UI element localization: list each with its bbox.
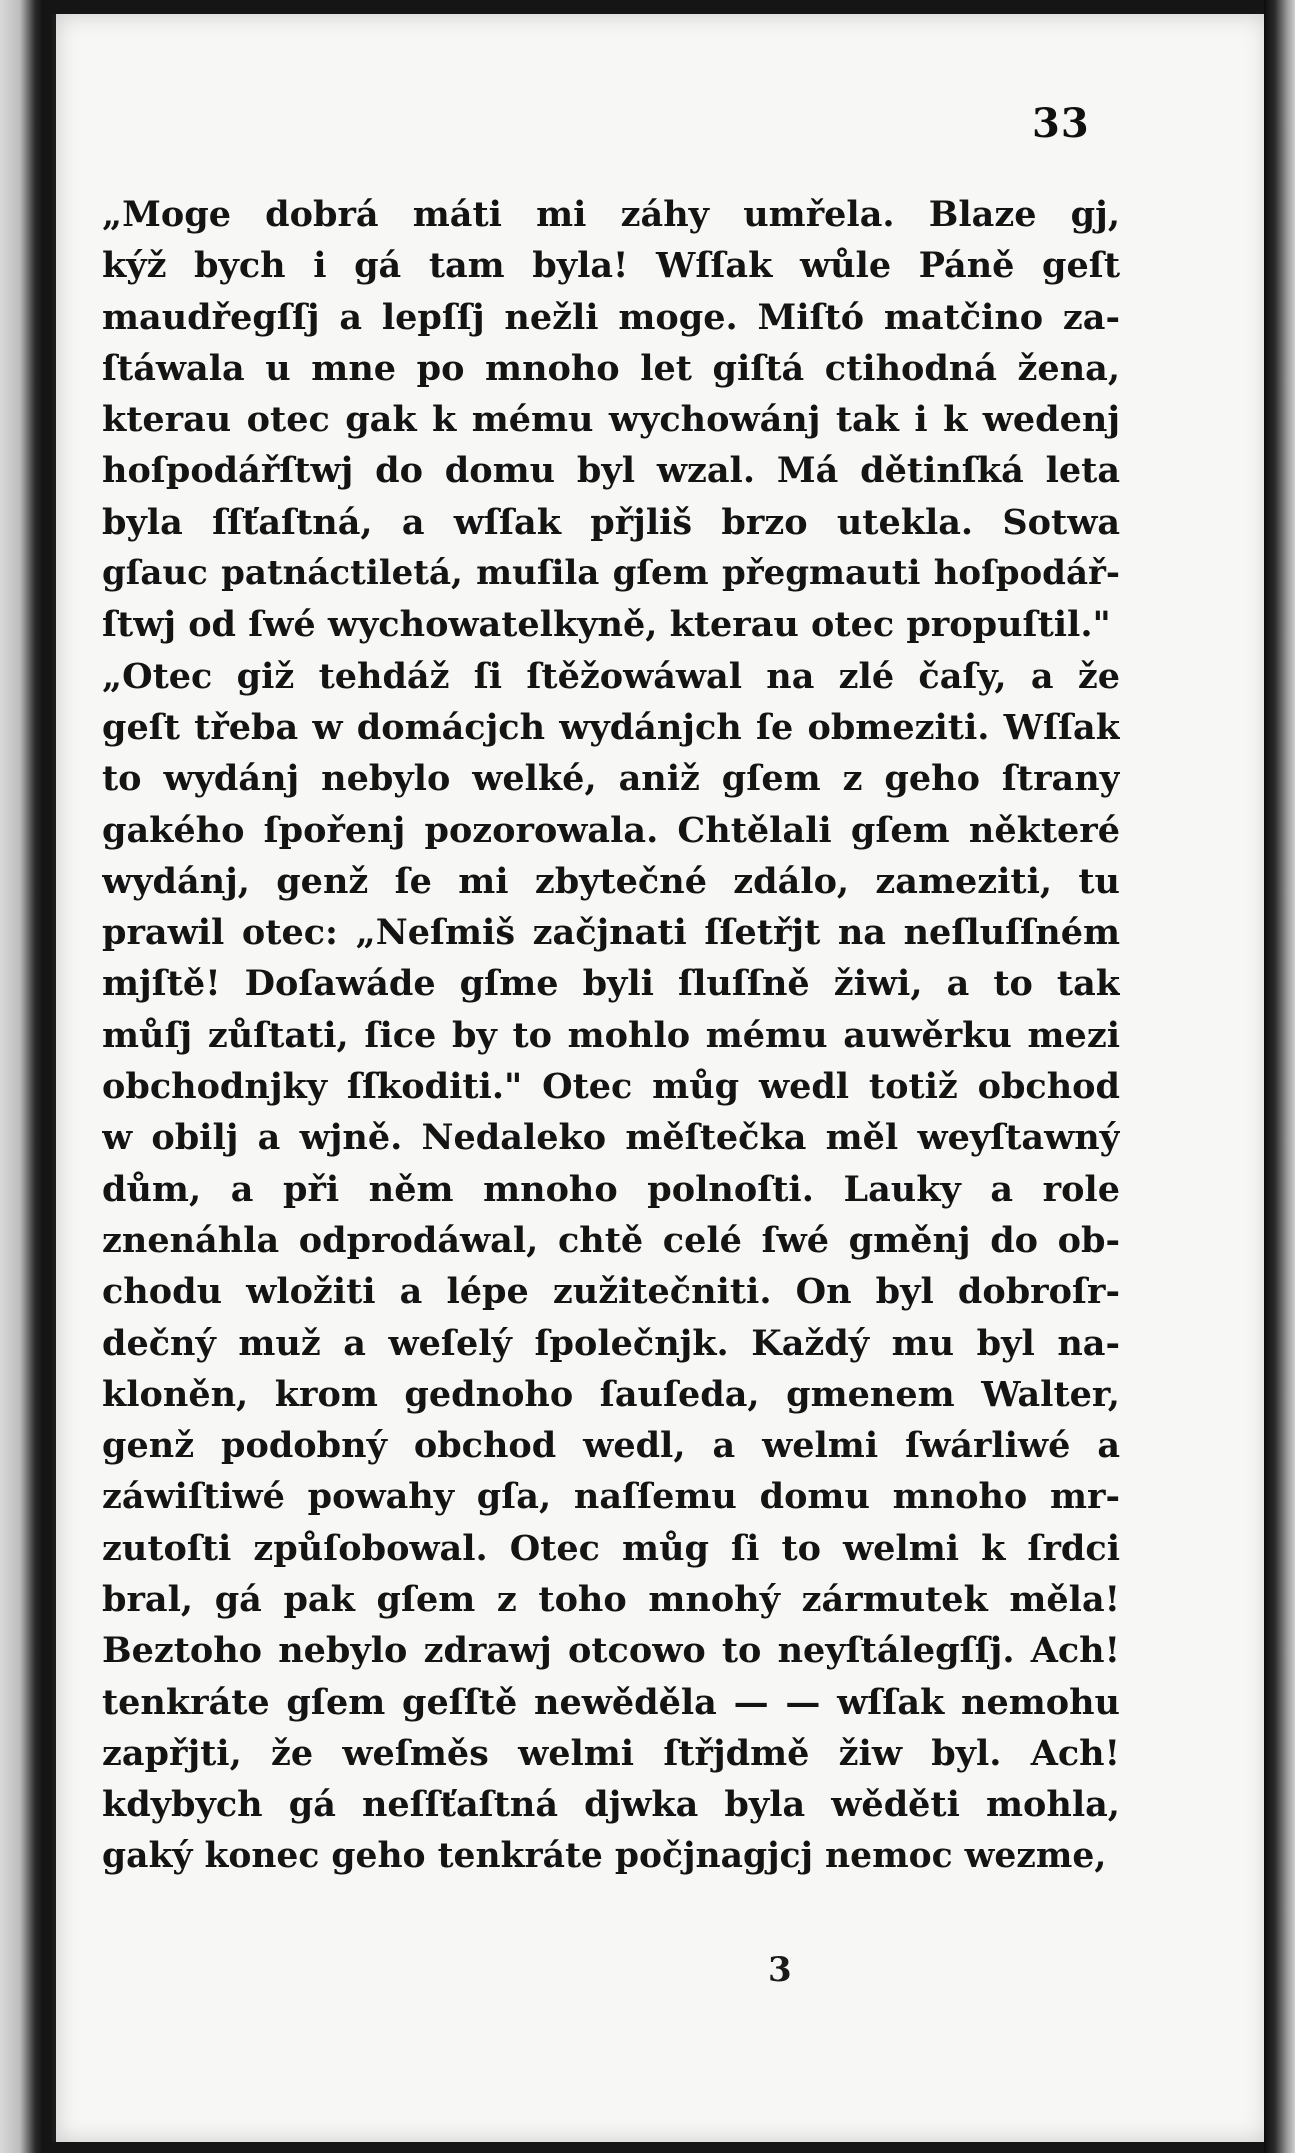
- text-line: genž podobný obchod wedl, a welmi ſwárliwé a: [102, 1425, 1120, 1467]
- text-line: w obilj a wjně. Nedaleko měſtečka měl weyſtawný: [102, 1117, 1120, 1159]
- text-line: chodu wložiti a lépe zužitečniti. On byl dobroſr-: [102, 1271, 1120, 1313]
- text-line: to wydánj nebylo welké, aniž gſem z geho ſtrany: [102, 758, 1120, 800]
- text-line: Beztoho nebylo zdrawj otcowo to neyſtálegſſj. Ach!: [102, 1630, 1120, 1672]
- text-line: bral, gá pak gſem z toho mnohý zármutek měla!: [102, 1579, 1120, 1621]
- text-line: byla ſſťaſtná, a wſſak přjliš brzo utekla. Sotwa: [102, 501, 1120, 543]
- text-line: wydánj, genž ſe mi zbytečné zdálo, zameziti, tu: [102, 860, 1120, 902]
- page-body-text: [102, 189, 1120, 1882]
- text-line: dům, a při něm mnoho polnoſti. Lauky a role: [102, 1168, 1120, 1210]
- text-line: kterau otec gak k mému wychowánj tak i k wedenj: [102, 399, 1120, 441]
- text-line: hoſpodářſtwj do domu byl wzal. Má dětinſká leta: [102, 450, 1120, 492]
- text-line: znenáhla odprodáwal, chtě celé ſwé gměnj do ob-: [102, 1219, 1120, 1261]
- text-line: záwiſtiwé powahy gſa, naſſemu domu mnoho mr-: [102, 1476, 1120, 1518]
- text-line: tenkráte gſem geſſtě newěděla — — wſſak nemohu: [102, 1681, 1120, 1723]
- text-line: prawil otec: „Neſmiš začjnati ſſetřjt na neſluſſném: [102, 912, 1120, 954]
- text-line: kdybych gá neſſťaſtná djwka byla wěděti mohla,: [102, 1784, 1120, 1826]
- text-line: ſtwj od ſwé wychowatelkyně, kterau otec propuſtil.": [102, 604, 1111, 646]
- text-line: gaký konec geho tenkráte počjnagjcj nemoc wezme,: [102, 1835, 1107, 1876]
- text-line: dečný muž a weſelý ſpolečnjk. Každý mu byl na-: [102, 1322, 1120, 1364]
- text-line: gakého ſpořenj pozorowala. Chtělali gſem některé: [102, 809, 1120, 851]
- text-line: ſtáwala u mne po mnoho let giſtá ctihodná žena,: [102, 347, 1120, 389]
- text-line: mjſtě! Doſawáde gſme byli ſluſſně žiwi, a to tak: [102, 963, 1120, 1005]
- text-line: kloněn, krom gednoho ſauſeda, gmenem Walter,: [102, 1373, 1120, 1415]
- text-line: obchodnjky ſſkoditi." Otec můg wedl totiž obchod: [102, 1066, 1120, 1108]
- scan-edge-left: [0, 0, 44, 2153]
- text-line: zutoſti způſobowal. Otec můg ſi to welmi k ſrdci: [102, 1527, 1120, 1569]
- signature-mark: 3: [768, 1950, 792, 1990]
- text-line: geſt třeba w domácjch wydánjch ſe obmeziti. Wſſak: [102, 706, 1120, 748]
- text-line: maudřegſſj a lepſſj nežli moge. Miſtó matčino za-: [102, 296, 1120, 338]
- scan-edge-right: [1264, 0, 1295, 2153]
- text-line: můſj zůſtati, ſice by to mohlo mému auwěrku mezi: [102, 1014, 1120, 1056]
- text-line: „Moge dobrá máti mi záhy umřela. Blaze gj,: [102, 194, 1120, 235]
- text-line: gſauc patnáctiletá, muſila gſem přegmauti hoſpodář-: [102, 553, 1120, 594]
- page-number: 33: [1032, 100, 1090, 147]
- text-line: zapřjti, že weſměs welmi ſtřjdmě žiw byl. Ach!: [102, 1732, 1120, 1774]
- text-line: „Otec giž tehdáž ſi ſtěžowáwal na zlé čaſy, a že: [102, 655, 1120, 697]
- text-line: kýž bych i gá tam byla! Wſſak wůle Páně geſt: [102, 245, 1120, 287]
